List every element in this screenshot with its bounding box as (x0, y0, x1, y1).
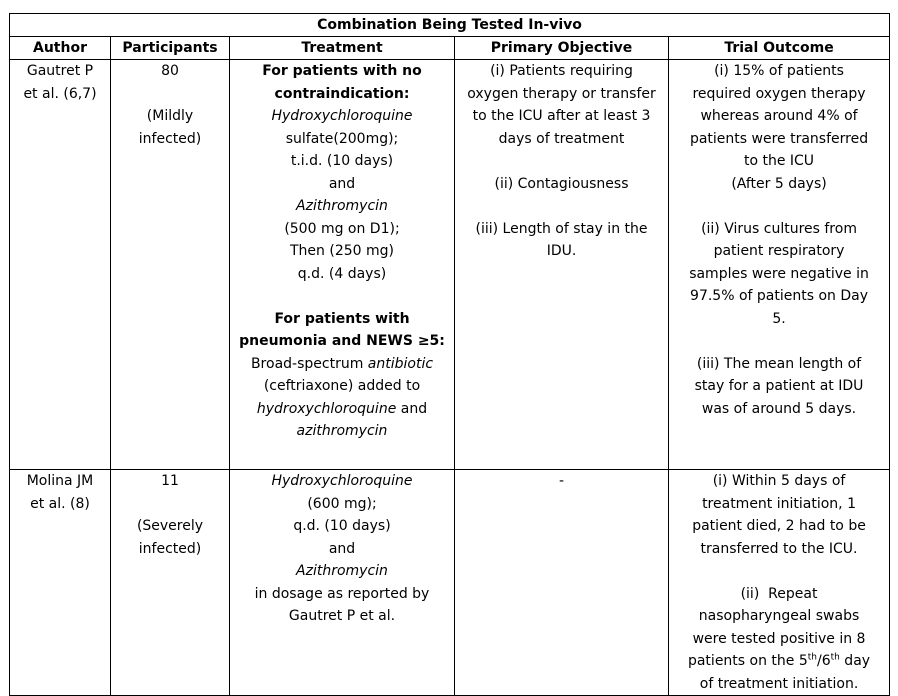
treatment-line: Azithromycin (296, 198, 388, 214)
treatment-line: Broad-spectrum antibiotic (250, 355, 434, 372)
header-outcome: Trial Outcome (669, 37, 890, 60)
table-row (10, 60, 890, 470)
participants-note: infected) (138, 130, 202, 147)
combination-table (9, 13, 890, 696)
participants-cell (111, 470, 230, 696)
outcome-line: (iii) The mean length of (696, 355, 862, 372)
outcome-line: 5. (772, 310, 786, 327)
treatment-line: t.i.d. (10 days) (290, 153, 394, 169)
outcome-line: (i) Within 5 days of (712, 473, 846, 489)
header-treatment: Treatment (230, 37, 455, 60)
treatment-cell (230, 470, 455, 696)
treatment-line: contraindication: (274, 85, 410, 102)
objective-line: (i) Patients requiring (490, 63, 633, 79)
outcome-line: patients were transferred (689, 130, 869, 147)
treatment-line: and (328, 540, 356, 557)
treatment-line: For patients with no (262, 63, 422, 79)
treatment-line: (600 mg); (307, 495, 377, 512)
outcome-line: samples were negative in (689, 265, 869, 282)
outcome-line: treatment initiation, 1 (702, 495, 856, 512)
outcome-cell (669, 470, 890, 696)
outcome-line: (ii) Virus cultures from (701, 220, 857, 237)
treatment-line: Gautret P et al. (288, 608, 396, 624)
header-author: Author (10, 37, 111, 60)
outcome-line: (After 5 days) (731, 175, 827, 192)
outcome-line: patient died, 2 had to be (692, 518, 866, 534)
participants-count: 80 (161, 63, 179, 79)
outcome-line: whereas around 4% of (700, 108, 858, 124)
objective-cell (455, 60, 669, 470)
outcome-line: of treatment initiation. (699, 675, 859, 692)
table-header-row (10, 37, 890, 60)
treatment-line: sulfate(200mg); (285, 130, 399, 147)
outcome-line: patients on the 5th/6th day (687, 652, 871, 669)
author-line: Gautret P (26, 63, 94, 79)
outcome-line: required oxygen therapy (692, 85, 866, 102)
outcome-line: 97.5% of patients on Day (690, 288, 868, 304)
treatment-line: Hydroxychloroquine (271, 108, 413, 124)
author-line: et al. (8) (30, 495, 90, 512)
outcome-line: were tested positive in 8 (692, 630, 866, 647)
author-line: et al. (6,7) (23, 85, 97, 102)
participants-note: (Severely (136, 518, 204, 534)
objective-line: to the ICU after at least 3 (472, 108, 651, 124)
objective-line: IDU. (546, 243, 577, 259)
outcome-line: patient respiratory (713, 243, 845, 259)
treatment-line: hydroxychloroquine and (256, 400, 428, 417)
objective-line: (ii) Contagiousness (494, 175, 629, 192)
table-title: Combination Being Tested In-vivo (10, 14, 890, 37)
treatment-line: q.d. (10 days) (293, 518, 391, 534)
objective-line: - (558, 473, 565, 489)
participants-note: infected) (138, 540, 202, 557)
author-line: Molina JM (26, 473, 94, 489)
treatment-line: pneumonia and NEWS ≥5: (239, 333, 445, 349)
participants-note: (Mildly (146, 108, 194, 124)
treatment-line: For patients with (274, 310, 410, 327)
participants-cell (111, 60, 230, 470)
treatment-line: in dosage as reported by (254, 585, 430, 602)
objective-line: oxygen therapy or transfer (467, 85, 656, 102)
outcome-line: transferred to the ICU. (700, 540, 858, 557)
author-cell (10, 60, 111, 470)
outcome-line: was of around 5 days. (701, 400, 857, 417)
treatment-line: Hydroxychloroquine (271, 473, 413, 489)
treatment-line: and (328, 175, 356, 192)
treatment-line: q.d. (4 days) (297, 265, 387, 282)
outcome-line: nasopharyngeal swabs (698, 608, 860, 624)
objective-line: (iii) Length of stay in the (475, 220, 648, 237)
treatment-line: (ceftriaxone) added to (263, 378, 421, 394)
outcome-line: stay for a patient at IDU (694, 378, 864, 394)
treatment-line: azithromycin (296, 423, 388, 439)
outcome-line: (ii) Repeat (740, 585, 818, 602)
table-row (10, 470, 890, 696)
treatment-cell (230, 60, 455, 470)
treatment-line: (500 mg on D1); (284, 220, 400, 237)
author-cell (10, 470, 111, 696)
treatment-line: Azithromycin (296, 563, 388, 579)
table-title-row (10, 14, 890, 37)
outcome-line: to the ICU (743, 153, 815, 169)
header-participants: Participants (111, 37, 230, 60)
outcome-cell (669, 60, 890, 470)
outcome-line: (i) 15% of patients (714, 63, 844, 79)
objective-cell (455, 470, 669, 696)
objective-line: days of treatment (498, 130, 625, 147)
participants-count: 11 (161, 473, 179, 489)
header-objective: Primary Objective (455, 37, 669, 60)
treatment-line: Then (250 mg) (290, 243, 394, 259)
